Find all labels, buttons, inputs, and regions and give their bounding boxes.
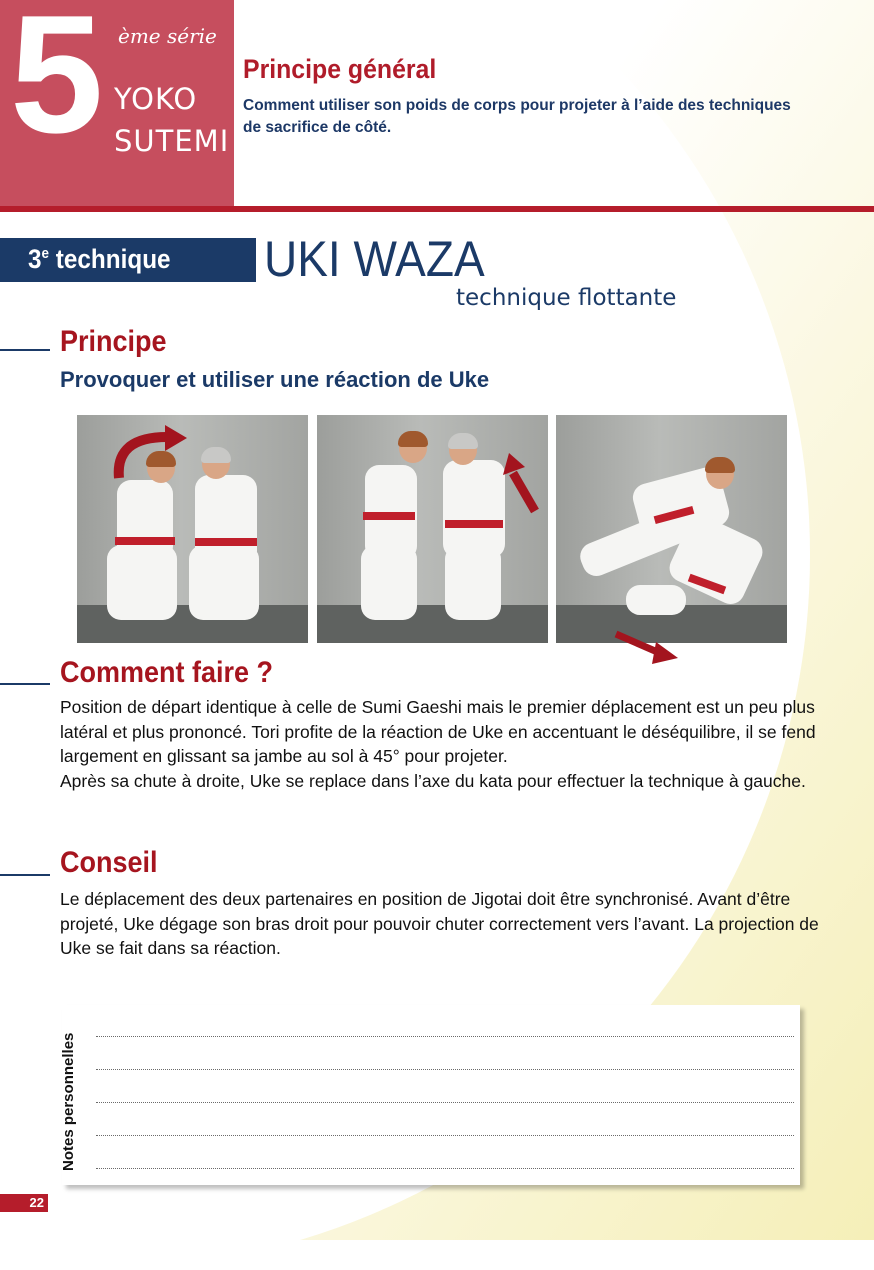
section-rule-comment-faire (0, 683, 50, 685)
page-number: 22 (0, 1194, 48, 1212)
notes-line-4[interactable] (96, 1135, 794, 1136)
principe-general-description: Comment utiliser son poids de corps pour projeter à l’aide des techniques de sacrifice de côté. (243, 97, 791, 136)
comment-faire-body (60, 695, 820, 794)
header-divider (0, 206, 874, 212)
technique-ordinal-sup: e (41, 245, 50, 262)
notes-box (62, 1005, 800, 1185)
notes-label: Notes personnelles (60, 1032, 77, 1171)
series-number: 5 (10, 0, 104, 168)
technique-subtitle: technique flottante (456, 285, 677, 311)
technique-tag-text (28, 244, 171, 275)
notes-line-5[interactable] (96, 1168, 794, 1169)
photo-step-2 (317, 415, 548, 643)
photo-step-1 (77, 415, 308, 643)
technique-tag (0, 238, 256, 282)
comment-faire-paragraph-2: Après sa chute à droite, Uke se replace dans l’axe du kata pour effectuer la technique à gauche. (60, 771, 806, 792)
notes-line-2[interactable] (96, 1069, 794, 1070)
comment-faire-title: Comment faire ? (60, 656, 274, 689)
diagonal-arrow-icon (612, 628, 682, 666)
principe-title: Principe (60, 325, 167, 358)
conseil-paragraph: Le déplacement des deux partenaires en position de Jigotai doit être synchronisé. Avant d’être projeté, Uke dégage son bras droit pour pouvoir chuter correctement vers l’avant. La projection de Uke se fait dans sa réaction. (60, 889, 819, 959)
section-rule-conseil (0, 874, 50, 876)
up-arrow-icon (499, 453, 547, 517)
series-name-line2: SUTEMI (114, 124, 230, 158)
series-block (0, 0, 234, 206)
conseil-body (60, 887, 830, 961)
technique-label: technique (55, 244, 171, 274)
principe-subtitle: Provoquer et utiliser une réaction de Uke (60, 367, 490, 392)
comment-faire-paragraph-1: Position de départ identique à celle de Sumi Gaeshi mais le premier déplacement est un peu plus latéral et plus prononcé. Tori profite de la réaction de Uke en accentuant le déséquilibre, il se fend largement en glissant sa jambe au sol à 45° pour projeter. (60, 697, 816, 767)
photo-step-3 (556, 415, 787, 643)
curved-arrow-icon (107, 423, 192, 483)
notes-line-1[interactable] (96, 1036, 794, 1037)
notes-line-3[interactable] (96, 1102, 794, 1103)
series-label: ème série (118, 24, 217, 48)
series-name-line1: YOKO (114, 82, 198, 116)
principe-general-title: Principe général (243, 54, 437, 84)
technique-name: UKI WAZA (264, 231, 485, 287)
technique-ordinal: 3 (28, 244, 42, 274)
section-rule-principe (0, 349, 50, 351)
conseil-title: Conseil (60, 846, 158, 879)
